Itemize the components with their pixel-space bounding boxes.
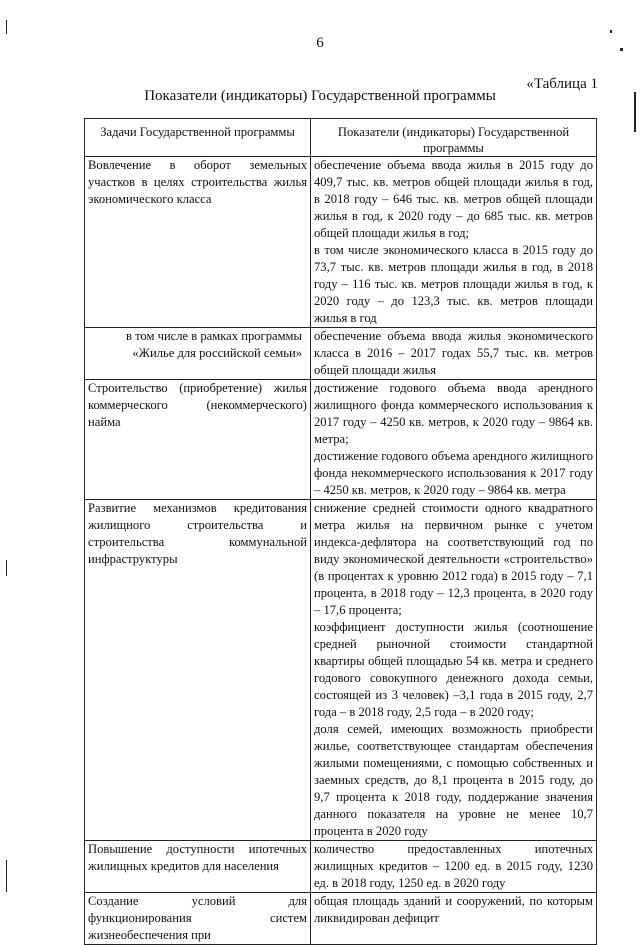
task-cell: Повышение доступности ипотечных жилищных кредитов для населения (85, 841, 311, 893)
table-row (85, 893, 597, 945)
table-header-row (85, 119, 597, 157)
indicator-text: доля семей, имеющих возможность приобрести жилье, соответствующее стандартам обеспечения жилыми помещениями, с помощью собственных и заемных средств, до 8,1 процента в 2015 году, до 9,7 процента к 2018 году, поддержание значения данного показателя на уровне не менее 10,7 процента в 2020 году (314, 722, 593, 838)
indicator-cell (311, 328, 597, 380)
indicator-text: достижение годового объема арендного жилищного фонда некоммерческого использования к 2017 году – 4250 кв. метров, к 2020 году – 9864 кв. метра (314, 449, 593, 497)
page-number: 6 (316, 35, 324, 51)
indicator-cell (311, 893, 597, 945)
task-cell: в том числе в рамках программы «Жилье для российской семьи» (85, 328, 311, 380)
scan-mark (634, 92, 636, 132)
scan-mark (6, 860, 7, 892)
table-row (85, 841, 597, 893)
table-reference: «Таблица 1 (526, 76, 598, 92)
scan-mark (610, 30, 612, 33)
task-cell: Развитие механизмов кредитования жилищного строительства и строительства коммунальной инфраструктуры (85, 500, 311, 841)
indicator-cell (311, 380, 597, 500)
indicator-text: в том числе экономического класса в 2015 году до 73,7 тыс. кв. метров площади жилья в год, в 2018 году – 116 тыс. кв. метров площади жилья в год, к 2020 году – до 123,3 тыс. кв. метров площади жилья в год (314, 243, 593, 325)
scan-mark (6, 560, 7, 576)
indicator-text: обеспечение объема ввода жилья экономического класса в 2016 – 2017 годах 55,7 тыс. кв. метров общей площади жилья (314, 329, 593, 377)
table-row (85, 157, 597, 328)
indicator-text: количество предоставленных ипотечных жилищных кредитов – 1200 ед. в 2015 году, 1230 ед. в 2018 году, 1250 ед. в 2020 году (314, 842, 593, 890)
indicator-cell (311, 841, 597, 893)
indicator-text: достижение годового объема ввода арендного жилищного фонда коммерческого использования к 2017 году – 4250 кв. метров, к 2020 году – 9864 кв. метра; (314, 381, 593, 446)
table-row (85, 500, 597, 841)
indicator-text: коэффициент доступности жилья (соотношение средней рыночной стоимости стандартной квартиры общей площадью 54 кв. метра и среднего годового совокупного денежного дохода семьи, состоящей из 3 человек) –3,1 года в 2015 году, 2,7 года – в 2018 году, 2,5 года – в 2020 году; (314, 620, 593, 719)
column-header-indicators: Показатели (индикаторы) Государственной программы (311, 119, 597, 157)
task-cell: Создание условий для функционирования систем жизнеобеспечения при (85, 893, 311, 945)
indicator-cell (311, 157, 597, 328)
task-cell: Вовлечение в оборот земельных участков в целях строительства жилья экономического класса (85, 157, 311, 328)
indicator-text: обеспечение объема ввода жилья в 2015 году до 409,7 тыс. кв. метров общей площади жилья в год, в 2018 году – 646 тыс. кв. метров общей площади жилья в год, к 2020 году – до 685 тыс. кв. метров общей площади жилья в год; (314, 158, 593, 240)
indicator-text: снижение средней стоимости одного квадратного метра жилья на первичном рынке с учетом индекса-дефлятора на соответствующий год по виду экономической деятельности «строительство» (в процентах к уровню 2012 года) в 2015 году – 7,1 процента, в 2018 году – 12,3 процента, в 2020 году – 17,6 процента; (314, 501, 593, 617)
indicator-text: общая площадь зданий и сооружений, по которым ликвидирован дефицит (314, 894, 593, 925)
scan-mark (620, 48, 623, 51)
scan-mark (6, 20, 7, 34)
column-header-tasks: Задачи Государственной программы (85, 119, 311, 157)
table-body (85, 157, 597, 945)
document-title: Показатели (индикаторы) Государственной программы (144, 88, 496, 104)
table-row (85, 380, 597, 500)
table-row (85, 328, 597, 380)
indicators-table (84, 118, 597, 945)
indicator-cell (311, 500, 597, 841)
task-cell: Строительство (приобретение) жилья коммерческого (некоммерческого) найма (85, 380, 311, 500)
